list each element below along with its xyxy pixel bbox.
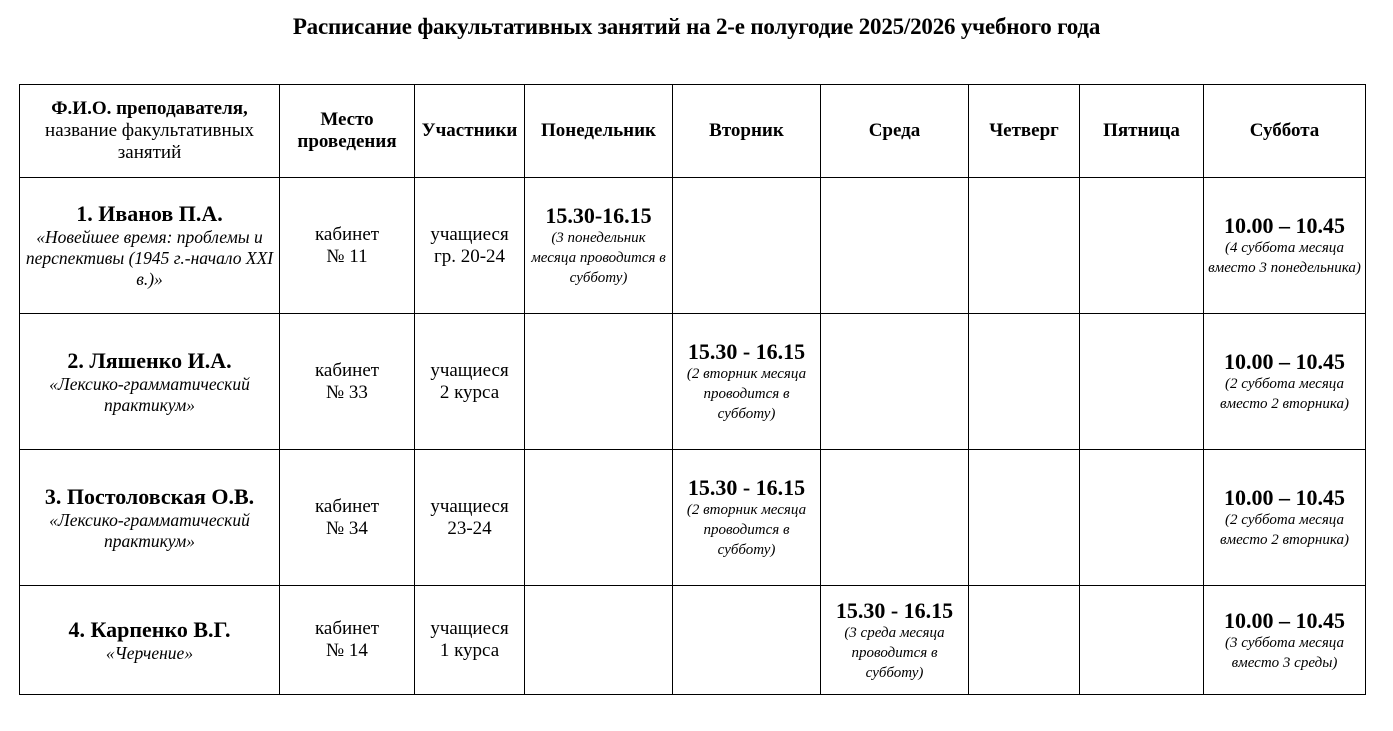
- place-room-number: № 14: [326, 640, 368, 661]
- header-wednesday: Среда: [821, 85, 969, 178]
- place-room-label: кабинет: [314, 618, 380, 639]
- session-note: (3 суббота месяца вместо 3 среды): [1225, 634, 1344, 671]
- session-note: (3 понедельник месяца проводится в субботу): [531, 230, 666, 286]
- session-note: (2 вторник месяца проводится в субботу): [686, 502, 807, 558]
- session-time: 10.00 – 10.45: [1224, 485, 1345, 510]
- participants-cell: [415, 178, 525, 314]
- friday-cell: [1080, 586, 1204, 695]
- session-note: (2 суббота месяца вместо 2 вторника): [1220, 512, 1349, 548]
- session-time: 15.30 - 16.15: [687, 475, 806, 500]
- teacher-cell: [20, 178, 280, 314]
- wednesday-cell: [821, 450, 969, 586]
- saturday-cell: [1204, 314, 1366, 450]
- header-row: [20, 85, 1366, 178]
- course-title: «Черчение»: [105, 642, 194, 663]
- monday-cell: [525, 450, 673, 586]
- saturday-cell: [1204, 586, 1366, 695]
- thursday-cell: [969, 450, 1080, 586]
- place-room-label: кабинет: [314, 223, 380, 245]
- saturday-cell: [1204, 178, 1366, 314]
- teacher-name: 3. Постоловская О.В.: [44, 483, 255, 509]
- header-thursday: Четверг: [969, 85, 1080, 178]
- participants-cell: [415, 450, 525, 586]
- session-time: 15.30 - 16.15: [835, 597, 954, 623]
- teacher-name: 4. Карпенко В.Г.: [68, 616, 231, 642]
- participants-group: 23-24: [447, 517, 492, 539]
- thursday-cell: [969, 178, 1080, 314]
- schedule-table: [19, 84, 1366, 695]
- place-cell: [280, 450, 415, 586]
- header-teacher-subtitle: название факультативных занятий: [45, 120, 254, 163]
- session-time: 15.30-16.15: [545, 203, 652, 228]
- teacher-name: 1. Иванов П.А.: [76, 201, 223, 226]
- session-time: 10.00 – 10.45: [1224, 213, 1345, 238]
- place-room-number: № 34: [326, 517, 368, 539]
- participants-group: гр. 20-24: [433, 245, 506, 267]
- place-room-label: кабинет: [314, 359, 380, 381]
- friday-cell: [1080, 450, 1204, 586]
- tuesday-cell: [673, 314, 821, 450]
- header-monday: Понедельник: [525, 85, 673, 178]
- participants-label: учащиеся: [430, 359, 509, 381]
- tuesday-cell: [673, 586, 821, 695]
- header-friday: Пятница: [1080, 85, 1204, 178]
- participants-group: 2 курса: [439, 381, 500, 403]
- teacher-name: 2. Ляшенко И.А.: [67, 347, 232, 373]
- session-note: (2 вторник месяца проводится в субботу): [686, 366, 807, 422]
- participants-label: учащиеся: [430, 618, 509, 639]
- header-place: Место проведения: [280, 85, 415, 178]
- table-row: [20, 450, 1366, 586]
- course-title: «Лексико-грамматический практикум»: [49, 373, 250, 415]
- wednesday-cell: [821, 314, 969, 450]
- header-teacher-title: Ф.И.О. преподавателя,: [51, 98, 248, 119]
- teacher-cell: [20, 450, 280, 586]
- header-saturday: Суббота: [1204, 85, 1366, 178]
- place-cell: [280, 586, 415, 695]
- session-time: 10.00 – 10.45: [1224, 349, 1345, 374]
- page-title: Расписание факультативных занятий на 2-е полугодие 2025/2026 учебного года: [292, 14, 1101, 39]
- place-cell: [280, 314, 415, 450]
- participants-cell: [415, 314, 525, 450]
- participants-group: 1 курса: [439, 640, 500, 661]
- place-room-number: № 11: [326, 245, 368, 267]
- session-time: 10.00 – 10.45: [1224, 607, 1345, 633]
- place-cell: [280, 178, 415, 314]
- tuesday-cell: [673, 178, 821, 314]
- place-room-number: № 33: [326, 381, 368, 403]
- place-room-label: кабинет: [314, 495, 380, 517]
- teacher-cell: [20, 314, 280, 450]
- participants-label: учащиеся: [430, 495, 509, 517]
- course-title: «Новейшее время: проблемы и перспективы (1945 г.-начало XXI в.)»: [25, 227, 274, 289]
- friday-cell: [1080, 178, 1204, 314]
- monday-cell: [525, 586, 673, 695]
- monday-cell: [525, 314, 673, 450]
- monday-cell: [525, 178, 673, 314]
- session-note: (4 суббота месяца вместо 3 понедельника): [1208, 240, 1361, 276]
- wednesday-cell: [821, 586, 969, 695]
- saturday-cell: [1204, 450, 1366, 586]
- thursday-cell: [969, 314, 1080, 450]
- header-participants: Участники: [415, 85, 525, 178]
- thursday-cell: [969, 586, 1080, 695]
- teacher-cell: [20, 586, 280, 695]
- participants-label: учащиеся: [430, 223, 509, 245]
- course-title: «Лексико-грамматический практикум»: [49, 509, 250, 551]
- tuesday-cell: [673, 450, 821, 586]
- header-teacher: [20, 85, 280, 178]
- friday-cell: [1080, 314, 1204, 450]
- table-row: [20, 314, 1366, 450]
- wednesday-cell: [821, 178, 969, 314]
- session-note: (3 среда месяца проводится в субботу): [844, 624, 945, 681]
- session-note: (2 суббота месяца вместо 2 вторника): [1220, 376, 1349, 412]
- table-row: [20, 586, 1366, 695]
- table-row: [20, 178, 1366, 314]
- participants-cell: [415, 586, 525, 695]
- session-time: 15.30 - 16.15: [687, 339, 806, 364]
- header-tuesday: Вторник: [673, 85, 821, 178]
